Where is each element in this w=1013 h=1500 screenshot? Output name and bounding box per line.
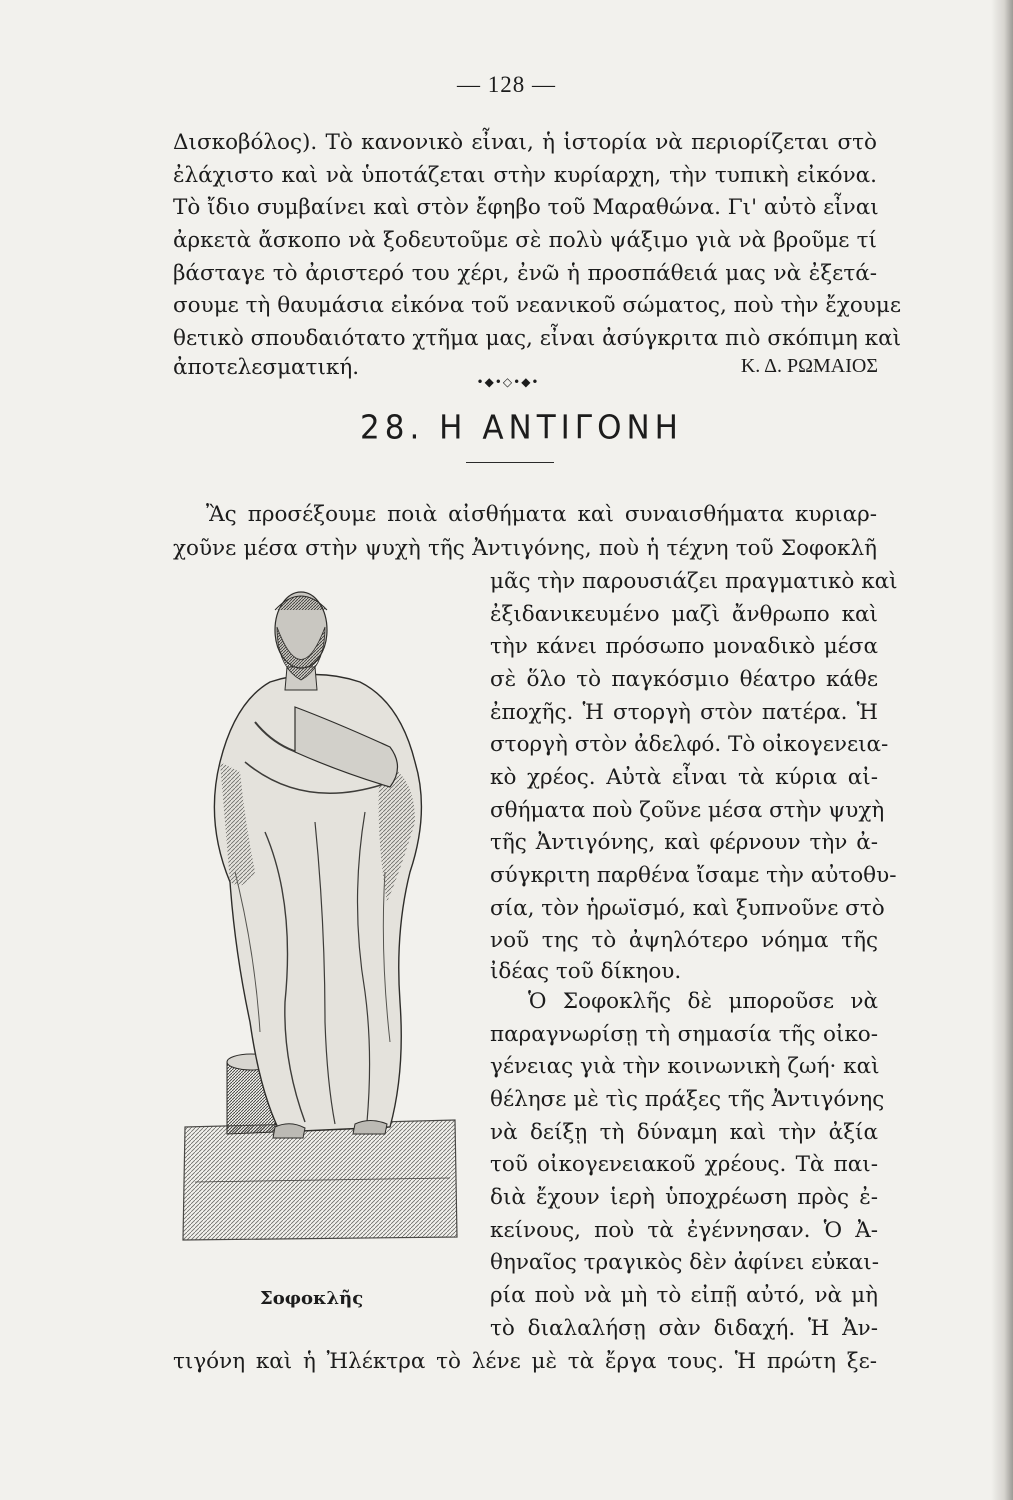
figure-caption: Σοφοκλῆς [260,1288,364,1309]
text-line: ἐποχῆς. Ἡ στοργὴ στὸν πατέρα. Ἡ [490,700,878,725]
sophocles-statue-illustration [175,572,467,1242]
text-line: ἰδέας τοῦ δίκηου. [490,959,682,984]
text-line: Δισκοβόλος). Τὸ κανονικὸ εἶναι, ἡ ἱστορία νὰ περιορίζεται στὸ [173,130,877,155]
text-line: νὰ δείξῃ τὴ δύναμη καὶ τὴν ἀξία [490,1120,878,1145]
text-line: Τὸ ἴδιο συμβαίνει καὶ στὸν ἔφηβο τοῦ Μαραθώνα. Γι' αὐτὸ εἶναι [173,195,879,220]
text-line: θηναῖος τραγικὸς δὲν ἀφίνει εὐκαι- [490,1250,879,1275]
text-line: τῆς Ἀντιγόνης, καὶ φέρνουν τὴν ἀ- [490,830,878,855]
text-line: τιγόνη καὶ ἡ Ἠλέκτρα τὸ λένε μὲ τὰ ἔργα τους. Ἡ πρώτη ξε- [173,1349,877,1374]
text-line: ἐλάχιστο καὶ νὰ ὑποτάζεται στὴν κυρίαρχη, τὴν τυπικὴ εἰκόνα. [173,163,877,188]
text-line: βάσταγε τὸ ἀριστερό του χέρι, ἐνῶ ἡ προσπάθειά μας νὰ ἐξετά- [173,261,877,286]
text-line: νοῦ της τὸ ἀψηλότερο νόημα τῆς [490,928,878,953]
text-line: χοῦνε μέσα στὴν ψυχὴ τῆς Ἀντιγόνης, ποὺ ἡ τέχνη τοῦ Σοφοκλῆ [173,536,877,561]
text-line: σουμε τὴ θαυμάσια εἰκόνα τοῦ νεανικοῦ σώματος, ποὺ τὴν ἔχουμε [173,293,901,318]
ornament-divider: •◆•◇•◆• [476,375,540,389]
text-line: τὸ διαλαλήσῃ σὰν διδαχή. Ἡ Ἀν- [490,1316,878,1341]
text-line: σὲ ὅλο τὸ παγκόσμιο θέατρο κάθε [490,667,878,692]
text-line: σθήματα ποὺ ζοῦνε μέσα στὴν ψυχὴ [490,798,885,823]
text-line: σία, τὸν ἡρωϊσμό, καὶ ξυπνοῦνε στὸ [490,896,885,921]
text-line: Ὁ Σοφοκλῆς δὲ μποροῦσε νὰ [528,989,878,1014]
text-line: σύγκριτη παρθένα ἴσαμε τὴν αὐτοθυ- [490,863,897,888]
text-line: παραγνωρίσῃ τὴ σημασία τῆς οἰκο- [490,1022,878,1047]
text-line: μᾶς τὴν παρουσιάζει πραγματικὸ καὶ [490,569,898,594]
text-line: διὰ ἔχουν ἱερὴ ὑποχρέωση πρὸς ἐ- [490,1185,878,1210]
text-line: στοργὴ στὸν ἀδελφό. Τὸ οἰκογενεια- [490,732,889,757]
text-line: κὸ χρέος. Αὐτὰ εἶναι τὰ κύρια αἰ- [490,765,878,790]
text-line: ἀποτελεσματική. [173,355,360,380]
text-line: θετικὸ σπουδαιότατο χτῆμα μας, εἶναι ἀσύγκριτα πιὸ σκόπιμη καὶ [173,326,902,351]
text-line: ρία ποὺ νὰ μὴ τὸ εἰπῇ αὐτό, νὰ μὴ [490,1283,878,1308]
article-heading: 28. Η ΑΝΤΙΓΟΝΗ [360,409,683,447]
text-line: Ἂς προσέξουμε ποιὰ αἰσθήματα καὶ συναισθήματα κυριαρ- [206,502,877,527]
text-line: γένειας γιὰ τὴν κοινωνικὴ ζωή· καὶ [490,1054,880,1079]
text-line: ἐξιδανικευμένο μαζὶ ἄνθρωπο καὶ [490,602,878,627]
page-number: — 128 — [457,72,556,97]
text-line: τοῦ οἰκογενειακοῦ χρέους. Τὰ παι- [490,1152,878,1177]
text-line: κείνους, ποὺ τὰ ἐγέννησαν. Ὁ Ἀ- [490,1218,878,1243]
text-line: θέλησε μὲ τὶς πράξες τῆς Ἀντιγόνης [490,1087,885,1112]
page-edge-shadow [991,0,1013,1500]
text-line: τὴν κάνει πρόσωπο μοναδικὸ μέσα [490,634,878,659]
author-signature: Κ. Δ. ΡΩΜΑΙΟΣ [740,355,878,377]
heading-rule [466,462,554,463]
text-line: ἀρκετὰ ἄσκοπο νὰ ξοδευτοῦμε σὲ πολὺ ψάξιμο γιὰ νὰ βροῦμε τί [173,228,877,253]
